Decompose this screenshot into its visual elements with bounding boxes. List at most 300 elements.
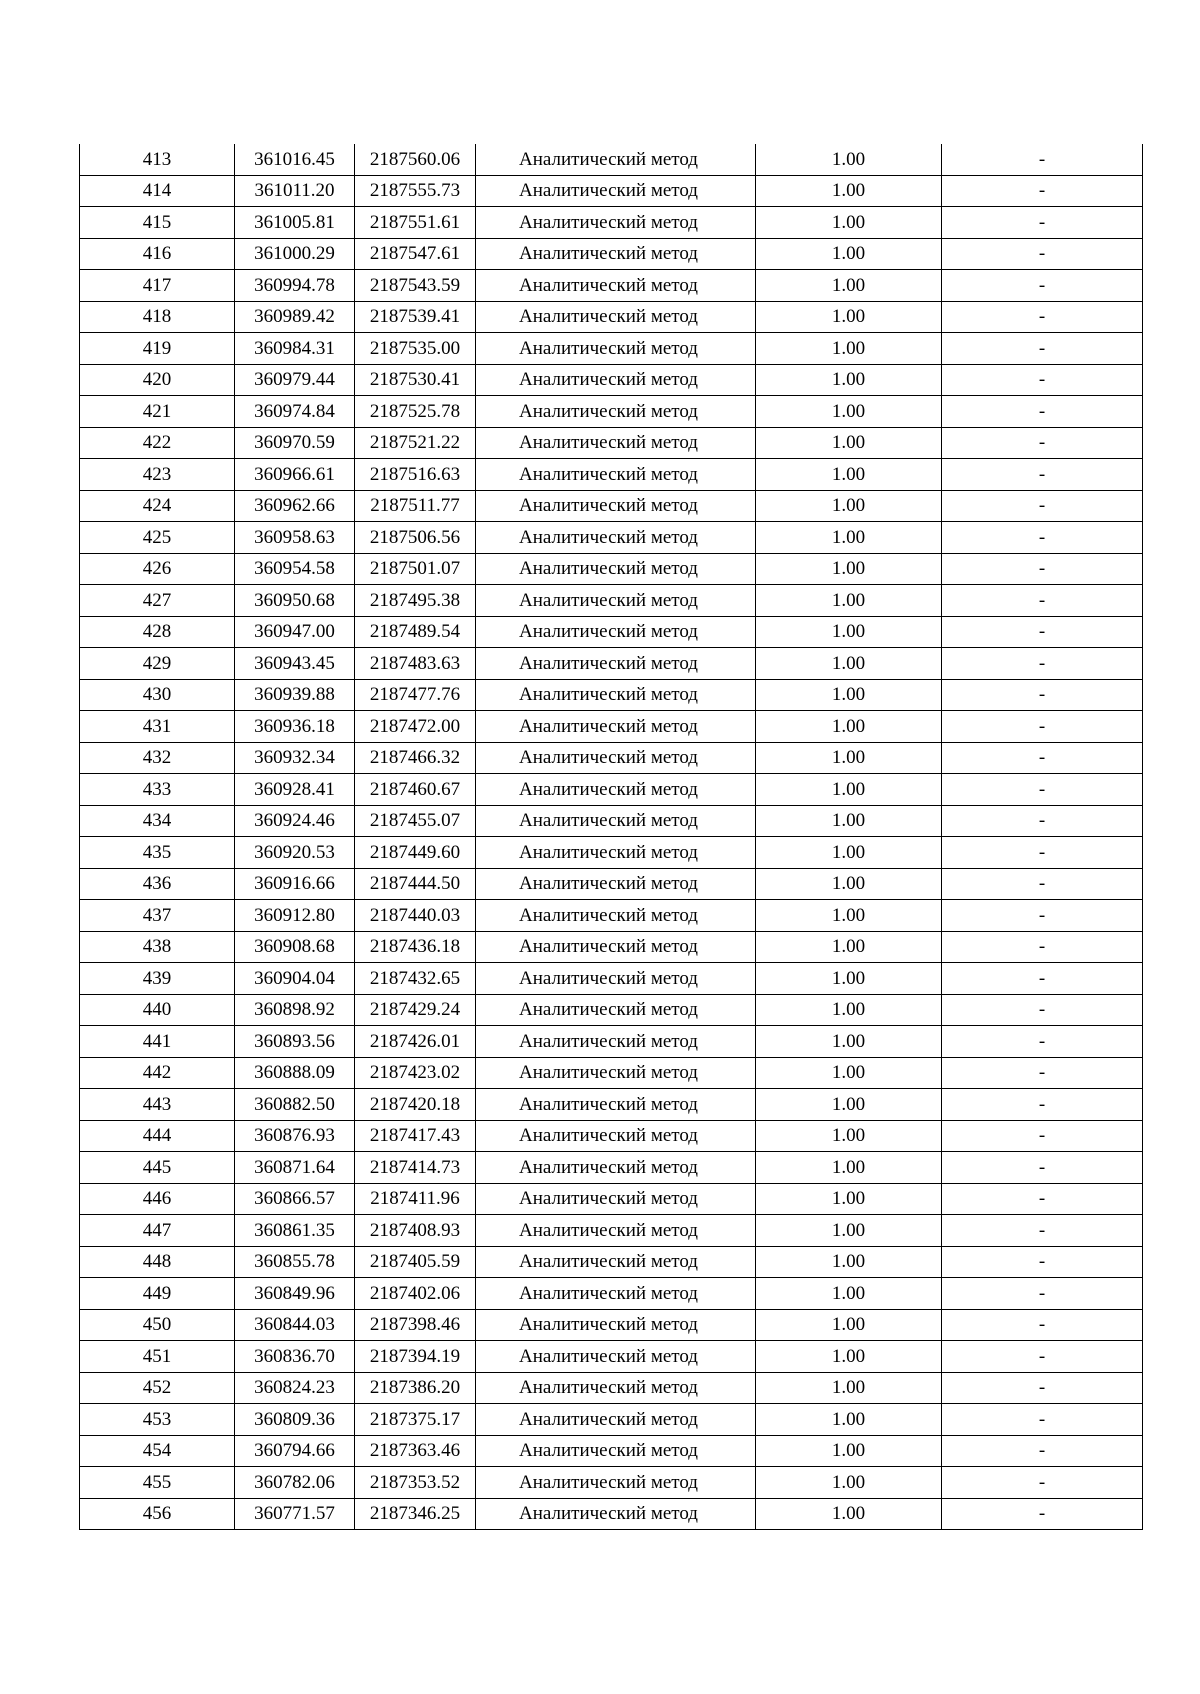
x-coordinate-cell: 360916.66 (235, 868, 355, 900)
method-cell: Аналитический метод (476, 931, 756, 963)
note-cell: - (942, 522, 1143, 554)
accuracy-cell: 1.00 (756, 1278, 942, 1310)
x-coordinate-cell: 360936.18 (235, 711, 355, 743)
note-cell: - (942, 1089, 1143, 1121)
point-number-cell: 429 (80, 648, 235, 680)
y-coordinate-cell: 2187506.56 (355, 522, 476, 554)
x-coordinate-cell: 360866.57 (235, 1183, 355, 1215)
x-coordinate-cell: 361005.81 (235, 207, 355, 239)
point-number-cell: 454 (80, 1435, 235, 1467)
note-cell: - (942, 616, 1143, 648)
accuracy-cell: 1.00 (756, 1183, 942, 1215)
note-cell: - (942, 1152, 1143, 1184)
method-cell: Аналитический метод (476, 742, 756, 774)
table-row (80, 963, 1143, 995)
x-coordinate-cell: 360966.61 (235, 459, 355, 491)
table-row (80, 396, 1143, 428)
point-number-cell: 434 (80, 805, 235, 837)
note-cell: - (942, 553, 1143, 585)
table-row (80, 994, 1143, 1026)
y-coordinate-cell: 2187417.43 (355, 1120, 476, 1152)
point-number-cell: 448 (80, 1246, 235, 1278)
y-coordinate-cell: 2187414.73 (355, 1152, 476, 1184)
point-number-cell: 418 (80, 301, 235, 333)
note-cell: - (942, 900, 1143, 932)
y-coordinate-cell: 2187530.41 (355, 364, 476, 396)
accuracy-cell: 1.00 (756, 1215, 942, 1247)
table-row (80, 522, 1143, 554)
x-coordinate-cell: 360782.06 (235, 1467, 355, 1499)
note-cell: - (942, 1278, 1143, 1310)
accuracy-cell: 1.00 (756, 144, 942, 175)
note-cell: - (942, 994, 1143, 1026)
note-cell: - (942, 175, 1143, 207)
y-coordinate-cell: 2187432.65 (355, 963, 476, 995)
accuracy-cell: 1.00 (756, 270, 942, 302)
x-coordinate-cell: 360950.68 (235, 585, 355, 617)
x-coordinate-cell: 360855.78 (235, 1246, 355, 1278)
method-cell: Аналитический метод (476, 1120, 756, 1152)
point-number-cell: 423 (80, 459, 235, 491)
x-coordinate-cell: 360989.42 (235, 301, 355, 333)
x-coordinate-cell: 360771.57 (235, 1498, 355, 1530)
note-cell: - (942, 963, 1143, 995)
table-row (80, 805, 1143, 837)
table-row (80, 270, 1143, 302)
accuracy-cell: 1.00 (756, 1372, 942, 1404)
note-cell: - (942, 490, 1143, 522)
x-coordinate-cell: 360898.92 (235, 994, 355, 1026)
accuracy-cell: 1.00 (756, 931, 942, 963)
table-row (80, 175, 1143, 207)
point-number-cell: 431 (80, 711, 235, 743)
accuracy-cell: 1.00 (756, 238, 942, 270)
method-cell: Аналитический метод (476, 805, 756, 837)
method-cell: Аналитический метод (476, 1309, 756, 1341)
y-coordinate-cell: 2187547.61 (355, 238, 476, 270)
x-coordinate-cell: 360794.66 (235, 1435, 355, 1467)
table-row (80, 1120, 1143, 1152)
accuracy-cell: 1.00 (756, 1309, 942, 1341)
table-row (80, 711, 1143, 743)
point-number-cell: 413 (80, 144, 235, 175)
note-cell: - (942, 1309, 1143, 1341)
accuracy-cell: 1.00 (756, 1246, 942, 1278)
table-row (80, 1341, 1143, 1373)
y-coordinate-cell: 2187560.06 (355, 144, 476, 175)
x-coordinate-cell: 360904.04 (235, 963, 355, 995)
accuracy-cell: 1.00 (756, 585, 942, 617)
method-cell: Аналитический метод (476, 301, 756, 333)
point-number-cell: 440 (80, 994, 235, 1026)
accuracy-cell: 1.00 (756, 963, 942, 995)
note-cell: - (942, 1026, 1143, 1058)
point-number-cell: 437 (80, 900, 235, 932)
method-cell: Аналитический метод (476, 837, 756, 869)
accuracy-cell: 1.00 (756, 868, 942, 900)
note-cell: - (942, 270, 1143, 302)
accuracy-cell: 1.00 (756, 1341, 942, 1373)
accuracy-cell: 1.00 (756, 459, 942, 491)
accuracy-cell: 1.00 (756, 175, 942, 207)
method-cell: Аналитический метод (476, 490, 756, 522)
accuracy-cell: 1.00 (756, 333, 942, 365)
note-cell: - (942, 679, 1143, 711)
x-coordinate-cell: 360893.56 (235, 1026, 355, 1058)
note-cell: - (942, 931, 1143, 963)
point-number-cell: 435 (80, 837, 235, 869)
y-coordinate-cell: 2187420.18 (355, 1089, 476, 1121)
x-coordinate-cell: 360974.84 (235, 396, 355, 428)
method-cell: Аналитический метод (476, 711, 756, 743)
note-cell: - (942, 1372, 1143, 1404)
note-cell: - (942, 805, 1143, 837)
table-row (80, 679, 1143, 711)
method-cell: Аналитический метод (476, 364, 756, 396)
point-number-cell: 422 (80, 427, 235, 459)
note-cell: - (942, 837, 1143, 869)
table-row (80, 1404, 1143, 1436)
accuracy-cell: 1.00 (756, 396, 942, 428)
point-number-cell: 417 (80, 270, 235, 302)
point-number-cell: 419 (80, 333, 235, 365)
table-row (80, 238, 1143, 270)
x-coordinate-cell: 360836.70 (235, 1341, 355, 1373)
point-number-cell: 445 (80, 1152, 235, 1184)
point-number-cell: 449 (80, 1278, 235, 1310)
y-coordinate-cell: 2187436.18 (355, 931, 476, 963)
y-coordinate-cell: 2187551.61 (355, 207, 476, 239)
y-coordinate-cell: 2187483.63 (355, 648, 476, 680)
x-coordinate-cell: 360984.31 (235, 333, 355, 365)
note-cell: - (942, 1120, 1143, 1152)
point-number-cell: 427 (80, 585, 235, 617)
y-coordinate-cell: 2187423.02 (355, 1057, 476, 1089)
point-number-cell: 450 (80, 1309, 235, 1341)
method-cell: Аналитический метод (476, 144, 756, 175)
method-cell: Аналитический метод (476, 1183, 756, 1215)
note-cell: - (942, 742, 1143, 774)
method-cell: Аналитический метод (476, 396, 756, 428)
method-cell: Аналитический метод (476, 238, 756, 270)
x-coordinate-cell: 360939.88 (235, 679, 355, 711)
point-number-cell: 432 (80, 742, 235, 774)
note-cell: - (942, 1215, 1143, 1247)
accuracy-cell: 1.00 (756, 616, 942, 648)
note-cell: - (942, 711, 1143, 743)
y-coordinate-cell: 2187426.01 (355, 1026, 476, 1058)
x-coordinate-cell: 360871.64 (235, 1152, 355, 1184)
accuracy-cell: 1.00 (756, 427, 942, 459)
method-cell: Аналитический метод (476, 270, 756, 302)
note-cell: - (942, 1404, 1143, 1436)
table-row (80, 774, 1143, 806)
table-row (80, 616, 1143, 648)
point-number-cell: 425 (80, 522, 235, 554)
method-cell: Аналитический метод (476, 1246, 756, 1278)
method-cell: Аналитический метод (476, 1026, 756, 1058)
y-coordinate-cell: 2187455.07 (355, 805, 476, 837)
x-coordinate-cell: 360908.68 (235, 931, 355, 963)
note-cell: - (942, 1183, 1143, 1215)
y-coordinate-cell: 2187444.50 (355, 868, 476, 900)
point-number-cell: 420 (80, 364, 235, 396)
coordinates-table (79, 144, 1143, 1530)
table-row (80, 553, 1143, 585)
method-cell: Аналитический метод (476, 1278, 756, 1310)
table-row (80, 1278, 1143, 1310)
accuracy-cell: 1.00 (756, 1089, 942, 1121)
table-row (80, 585, 1143, 617)
accuracy-cell: 1.00 (756, 553, 942, 585)
y-coordinate-cell: 2187440.03 (355, 900, 476, 932)
method-cell: Аналитический метод (476, 1467, 756, 1499)
method-cell: Аналитический метод (476, 1404, 756, 1436)
y-coordinate-cell: 2187555.73 (355, 175, 476, 207)
method-cell: Аналитический метод (476, 1215, 756, 1247)
note-cell: - (942, 868, 1143, 900)
y-coordinate-cell: 2187363.46 (355, 1435, 476, 1467)
y-coordinate-cell: 2187521.22 (355, 427, 476, 459)
note-cell: - (942, 207, 1143, 239)
method-cell: Аналитический метод (476, 963, 756, 995)
x-coordinate-cell: 360844.03 (235, 1309, 355, 1341)
accuracy-cell: 1.00 (756, 711, 942, 743)
table-row (80, 931, 1143, 963)
y-coordinate-cell: 2187525.78 (355, 396, 476, 428)
table-row (80, 333, 1143, 365)
x-coordinate-cell: 360979.44 (235, 364, 355, 396)
accuracy-cell: 1.00 (756, 301, 942, 333)
y-coordinate-cell: 2187375.17 (355, 1404, 476, 1436)
table-row (80, 1435, 1143, 1467)
x-coordinate-cell: 360888.09 (235, 1057, 355, 1089)
x-coordinate-cell: 360920.53 (235, 837, 355, 869)
y-coordinate-cell: 2187539.41 (355, 301, 476, 333)
accuracy-cell: 1.00 (756, 1057, 942, 1089)
coordinates-table-body (80, 144, 1143, 1530)
table-row (80, 301, 1143, 333)
point-number-cell: 452 (80, 1372, 235, 1404)
note-cell: - (942, 1498, 1143, 1530)
accuracy-cell: 1.00 (756, 1120, 942, 1152)
point-number-cell: 443 (80, 1089, 235, 1121)
point-number-cell: 421 (80, 396, 235, 428)
point-number-cell: 444 (80, 1120, 235, 1152)
y-coordinate-cell: 2187394.19 (355, 1341, 476, 1373)
table-row (80, 648, 1143, 680)
table-row (80, 364, 1143, 396)
x-coordinate-cell: 361016.45 (235, 144, 355, 175)
method-cell: Аналитический метод (476, 616, 756, 648)
note-cell: - (942, 774, 1143, 806)
y-coordinate-cell: 2187353.52 (355, 1467, 476, 1499)
y-coordinate-cell: 2187408.93 (355, 1215, 476, 1247)
table-row (80, 1372, 1143, 1404)
x-coordinate-cell: 360932.34 (235, 742, 355, 774)
point-number-cell: 428 (80, 616, 235, 648)
y-coordinate-cell: 2187411.96 (355, 1183, 476, 1215)
y-coordinate-cell: 2187477.76 (355, 679, 476, 711)
x-coordinate-cell: 360882.50 (235, 1089, 355, 1121)
note-cell: - (942, 396, 1143, 428)
method-cell: Аналитический метод (476, 175, 756, 207)
table-row (80, 1246, 1143, 1278)
point-number-cell: 426 (80, 553, 235, 585)
accuracy-cell: 1.00 (756, 1152, 942, 1184)
method-cell: Аналитический метод (476, 333, 756, 365)
note-cell: - (942, 585, 1143, 617)
note-cell: - (942, 333, 1143, 365)
y-coordinate-cell: 2187511.77 (355, 490, 476, 522)
method-cell: Аналитический метод (476, 1089, 756, 1121)
accuracy-cell: 1.00 (756, 900, 942, 932)
x-coordinate-cell: 360943.45 (235, 648, 355, 680)
y-coordinate-cell: 2187405.59 (355, 1246, 476, 1278)
note-cell: - (942, 1341, 1143, 1373)
method-cell: Аналитический метод (476, 648, 756, 680)
x-coordinate-cell: 360924.46 (235, 805, 355, 837)
y-coordinate-cell: 2187402.06 (355, 1278, 476, 1310)
accuracy-cell: 1.00 (756, 1498, 942, 1530)
x-coordinate-cell: 360849.96 (235, 1278, 355, 1310)
method-cell: Аналитический метод (476, 1435, 756, 1467)
accuracy-cell: 1.00 (756, 805, 942, 837)
method-cell: Аналитический метод (476, 1341, 756, 1373)
point-number-cell: 414 (80, 175, 235, 207)
y-coordinate-cell: 2187386.20 (355, 1372, 476, 1404)
method-cell: Аналитический метод (476, 459, 756, 491)
accuracy-cell: 1.00 (756, 648, 942, 680)
note-cell: - (942, 459, 1143, 491)
method-cell: Аналитический метод (476, 1152, 756, 1184)
table-row (80, 868, 1143, 900)
method-cell: Аналитический метод (476, 522, 756, 554)
x-coordinate-cell: 361000.29 (235, 238, 355, 270)
method-cell: Аналитический метод (476, 868, 756, 900)
point-number-cell: 415 (80, 207, 235, 239)
table-row (80, 207, 1143, 239)
accuracy-cell: 1.00 (756, 490, 942, 522)
y-coordinate-cell: 2187346.25 (355, 1498, 476, 1530)
method-cell: Аналитический метод (476, 585, 756, 617)
method-cell: Аналитический метод (476, 900, 756, 932)
point-number-cell: 436 (80, 868, 235, 900)
method-cell: Аналитический метод (476, 1498, 756, 1530)
x-coordinate-cell: 360954.58 (235, 553, 355, 585)
note-cell: - (942, 301, 1143, 333)
method-cell: Аналитический метод (476, 774, 756, 806)
y-coordinate-cell: 2187429.24 (355, 994, 476, 1026)
accuracy-cell: 1.00 (756, 742, 942, 774)
point-number-cell: 446 (80, 1183, 235, 1215)
point-number-cell: 430 (80, 679, 235, 711)
x-coordinate-cell: 360947.00 (235, 616, 355, 648)
note-cell: - (942, 144, 1143, 175)
accuracy-cell: 1.00 (756, 207, 942, 239)
y-coordinate-cell: 2187489.54 (355, 616, 476, 648)
table-row (80, 900, 1143, 932)
table-row (80, 1498, 1143, 1530)
y-coordinate-cell: 2187495.38 (355, 585, 476, 617)
table-row (80, 1057, 1143, 1089)
x-coordinate-cell: 360876.93 (235, 1120, 355, 1152)
table-row (80, 1026, 1143, 1058)
method-cell: Аналитический метод (476, 553, 756, 585)
accuracy-cell: 1.00 (756, 1404, 942, 1436)
point-number-cell: 433 (80, 774, 235, 806)
x-coordinate-cell: 360994.78 (235, 270, 355, 302)
x-coordinate-cell: 360861.35 (235, 1215, 355, 1247)
method-cell: Аналитический метод (476, 207, 756, 239)
note-cell: - (942, 427, 1143, 459)
accuracy-cell: 1.00 (756, 522, 942, 554)
method-cell: Аналитический метод (476, 994, 756, 1026)
y-coordinate-cell: 2187501.07 (355, 553, 476, 585)
note-cell: - (942, 364, 1143, 396)
table-row (80, 459, 1143, 491)
x-coordinate-cell: 360970.59 (235, 427, 355, 459)
y-coordinate-cell: 2187460.67 (355, 774, 476, 806)
y-coordinate-cell: 2187472.00 (355, 711, 476, 743)
y-coordinate-cell: 2187516.63 (355, 459, 476, 491)
table-row (80, 1309, 1143, 1341)
table-row (80, 1467, 1143, 1499)
table-row (80, 1152, 1143, 1184)
x-coordinate-cell: 360824.23 (235, 1372, 355, 1404)
method-cell: Аналитический метод (476, 679, 756, 711)
note-cell: - (942, 238, 1143, 270)
table-row (80, 427, 1143, 459)
accuracy-cell: 1.00 (756, 1026, 942, 1058)
x-coordinate-cell: 360962.66 (235, 490, 355, 522)
method-cell: Аналитический метод (476, 1057, 756, 1089)
note-cell: - (942, 1246, 1143, 1278)
table-row (80, 837, 1143, 869)
accuracy-cell: 1.00 (756, 679, 942, 711)
method-cell: Аналитический метод (476, 427, 756, 459)
y-coordinate-cell: 2187535.00 (355, 333, 476, 365)
x-coordinate-cell: 360912.80 (235, 900, 355, 932)
table-row (80, 1089, 1143, 1121)
point-number-cell: 424 (80, 490, 235, 522)
note-cell: - (942, 1057, 1143, 1089)
point-number-cell: 438 (80, 931, 235, 963)
y-coordinate-cell: 2187449.60 (355, 837, 476, 869)
x-coordinate-cell: 360809.36 (235, 1404, 355, 1436)
point-number-cell: 416 (80, 238, 235, 270)
y-coordinate-cell: 2187398.46 (355, 1309, 476, 1341)
table-row (80, 1183, 1143, 1215)
table-row (80, 742, 1143, 774)
point-number-cell: 453 (80, 1404, 235, 1436)
accuracy-cell: 1.00 (756, 1467, 942, 1499)
point-number-cell: 451 (80, 1341, 235, 1373)
point-number-cell: 441 (80, 1026, 235, 1058)
accuracy-cell: 1.00 (756, 994, 942, 1026)
accuracy-cell: 1.00 (756, 774, 942, 806)
table-row (80, 144, 1143, 175)
y-coordinate-cell: 2187543.59 (355, 270, 476, 302)
point-number-cell: 447 (80, 1215, 235, 1247)
accuracy-cell: 1.00 (756, 364, 942, 396)
x-coordinate-cell: 360958.63 (235, 522, 355, 554)
note-cell: - (942, 1467, 1143, 1499)
note-cell: - (942, 1435, 1143, 1467)
method-cell: Аналитический метод (476, 1372, 756, 1404)
accuracy-cell: 1.00 (756, 1435, 942, 1467)
note-cell: - (942, 648, 1143, 680)
